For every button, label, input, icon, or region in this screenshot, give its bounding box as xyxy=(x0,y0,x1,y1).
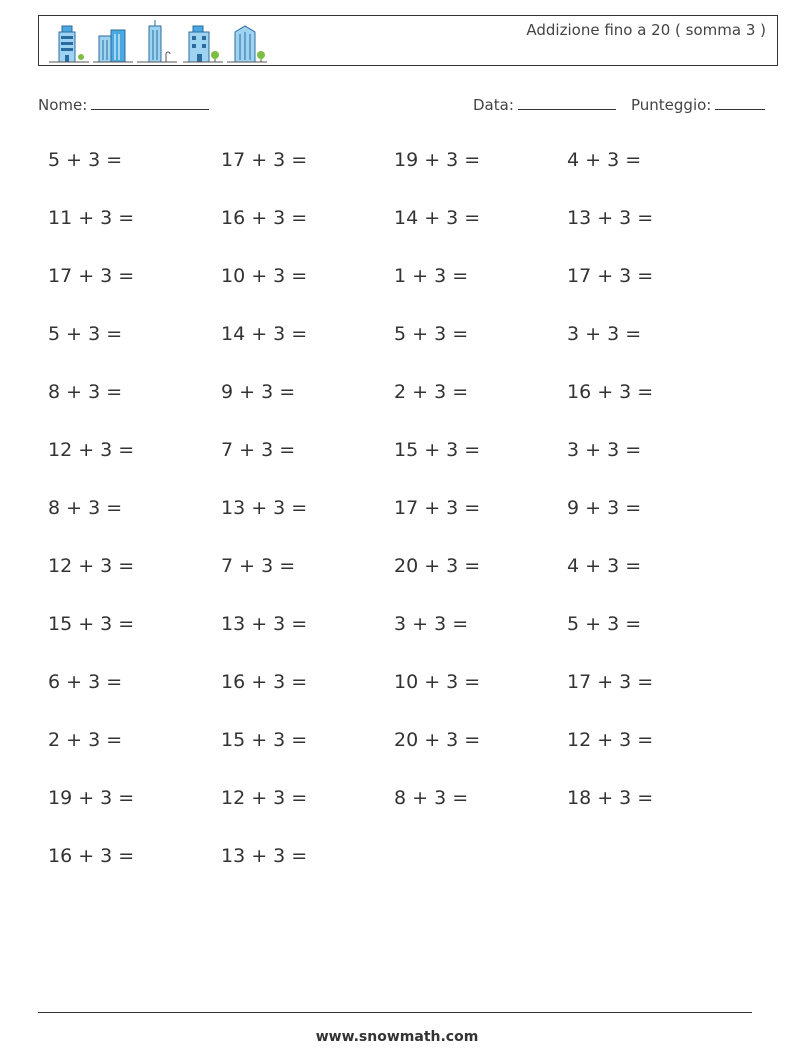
name-label: Nome: xyxy=(38,96,88,114)
addition-problem: 5 + 3 = xyxy=(394,323,469,345)
addition-problem: 19 + 3 = xyxy=(394,149,481,171)
score-blank[interactable] xyxy=(715,95,765,110)
addition-problem: 13 + 3 = xyxy=(567,207,654,229)
footer-divider xyxy=(38,1012,752,1013)
addition-problem: 5 + 3 = xyxy=(567,613,642,635)
addition-problem: 12 + 3 = xyxy=(567,729,654,751)
addition-problem: 7 + 3 = xyxy=(221,555,296,577)
addition-problem: 8 + 3 = xyxy=(394,787,469,809)
addition-problem: 11 + 3 = xyxy=(48,207,135,229)
addition-problem: 4 + 3 = xyxy=(567,555,642,577)
addition-problem: 19 + 3 = xyxy=(48,787,135,809)
date-blank[interactable] xyxy=(518,95,616,110)
addition-problem: 9 + 3 = xyxy=(221,381,296,403)
tower-icon xyxy=(227,20,267,64)
addition-problem: 3 + 3 = xyxy=(394,613,469,635)
addition-problem: 12 + 3 = xyxy=(48,439,135,461)
addition-problem: 15 + 3 = xyxy=(221,729,308,751)
addition-problem: 15 + 3 = xyxy=(394,439,481,461)
addition-problem: 2 + 3 = xyxy=(48,729,123,751)
addition-problem: 1 + 3 = xyxy=(394,265,469,287)
addition-problem: 10 + 3 = xyxy=(394,671,481,693)
addition-problem: 14 + 3 = xyxy=(394,207,481,229)
date-label: Data: xyxy=(473,96,514,114)
score-field xyxy=(631,95,765,114)
addition-problem: 6 + 3 = xyxy=(48,671,123,693)
addition-problem: 17 + 3 = xyxy=(567,265,654,287)
addition-problem: 17 + 3 = xyxy=(394,497,481,519)
addition-problem: 18 + 3 = xyxy=(567,787,654,809)
name-blank[interactable] xyxy=(91,95,209,110)
addition-problem: 12 + 3 = xyxy=(48,555,135,577)
addition-problem: 5 + 3 = xyxy=(48,323,123,345)
addition-problem: 9 + 3 = xyxy=(567,497,642,519)
addition-problem: 16 + 3 = xyxy=(567,381,654,403)
addition-problem: 20 + 3 = xyxy=(394,729,481,751)
worksheet-header xyxy=(38,15,778,66)
addition-problem: 17 + 3 = xyxy=(567,671,654,693)
addition-problem: 3 + 3 = xyxy=(567,323,642,345)
addition-problem: 13 + 3 = xyxy=(221,497,308,519)
addition-problem: 13 + 3 = xyxy=(221,845,308,867)
addition-problem: 4 + 3 = xyxy=(567,149,642,171)
addition-problem: 14 + 3 = xyxy=(221,323,308,345)
apartment-building-icon xyxy=(183,20,223,64)
date-field xyxy=(473,95,616,114)
addition-problem: 10 + 3 = xyxy=(221,265,308,287)
name-field xyxy=(38,95,209,114)
addition-problem: 3 + 3 = xyxy=(567,439,642,461)
addition-problem: 17 + 3 = xyxy=(48,265,135,287)
addition-problem: 12 + 3 = xyxy=(221,787,308,809)
addition-problem: 8 + 3 = xyxy=(48,497,123,519)
addition-problem: 2 + 3 = xyxy=(394,381,469,403)
addition-problem: 20 + 3 = xyxy=(394,555,481,577)
addition-problem: 16 + 3 = xyxy=(221,671,308,693)
building-icon xyxy=(49,20,89,64)
office-building-icon xyxy=(93,20,133,64)
score-label: Punteggio: xyxy=(631,96,712,114)
worksheet-title: Addizione fino a 20 ( somma 3 ) xyxy=(526,21,766,39)
skyscraper-icon xyxy=(137,20,177,64)
addition-problem: 17 + 3 = xyxy=(221,149,308,171)
addition-problem: 8 + 3 = xyxy=(48,381,123,403)
addition-problem: 16 + 3 = xyxy=(48,845,135,867)
addition-problem: 16 + 3 = xyxy=(221,207,308,229)
footer-website: www.snowmath.com xyxy=(315,1029,479,1045)
addition-problem: 13 + 3 = xyxy=(221,613,308,635)
addition-problem: 15 + 3 = xyxy=(48,613,135,635)
addition-problem: 5 + 3 = xyxy=(48,149,123,171)
addition-problem: 7 + 3 = xyxy=(221,439,296,461)
